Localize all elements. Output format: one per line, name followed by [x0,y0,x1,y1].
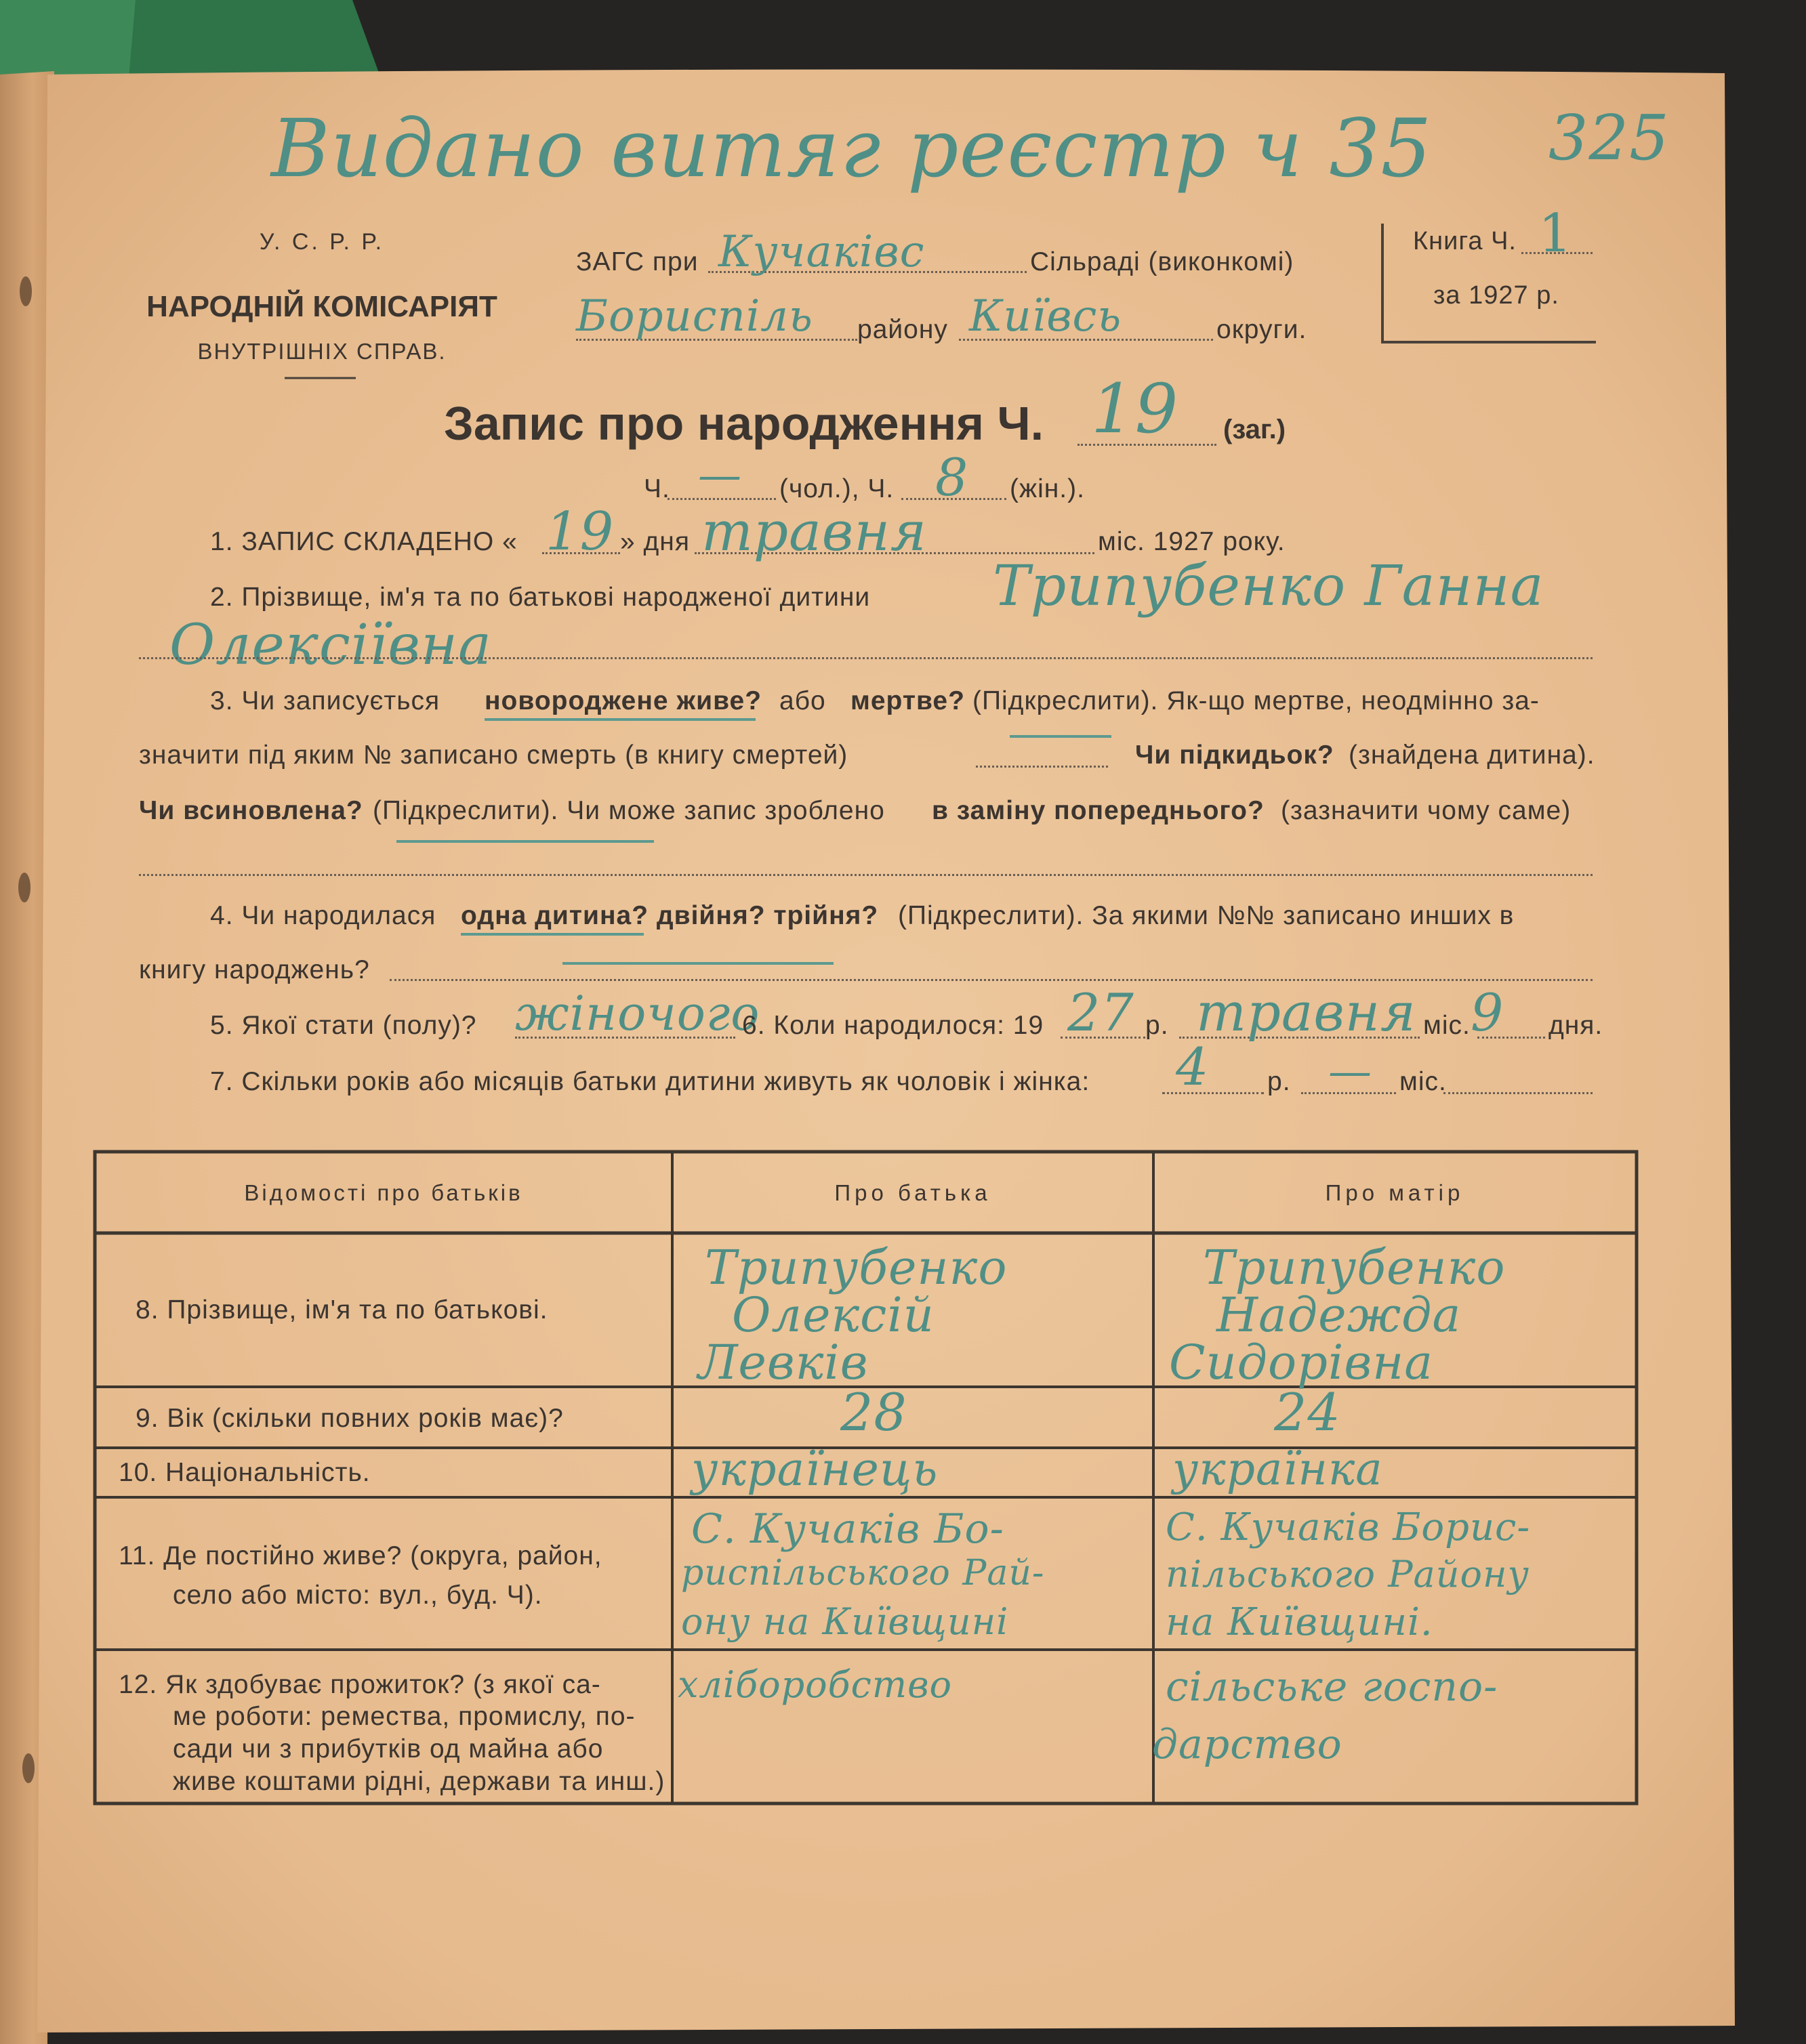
record-month: травня [701,500,927,563]
q6-year-label: р. [1145,1011,1169,1040]
birth-year: 27 [1067,982,1134,1043]
raion-name: Бориспіль [576,291,813,341]
q3-line2-a: значити під яким № записано смерть (в книгу смертей) [139,741,848,770]
q3-line1-e: (Підкреслити). Як-що мертве, неодмінно за- [972,686,1540,715]
internal-affairs-label: ВНУТРІШНІХ СПРАВ. [197,339,447,364]
raion-label: району [857,315,948,344]
page-number: 325 [1548,102,1670,174]
male-prefix: Ч. [644,474,670,503]
total-suffix: (заг.) [1223,415,1286,444]
mother-residence-2: пільського Району [1166,1553,1530,1595]
mother-first-name: Надежда [1216,1287,1462,1343]
birth-day: 9 [1471,982,1504,1043]
q4-line1-c: (Підкреслити). За якими №№ записано инших в [898,901,1515,930]
mother-age: 24 [1274,1382,1341,1442]
q1-day-label: » дня [620,527,690,556]
q3-line3-b: (Підкреслити). Чи може запис зроблено [373,796,885,825]
q4-options: одна дитина? двійня? трійня? [461,901,879,930]
q2-label: 2. Прізвище, ім'я та по батькові народженої дитини [210,583,871,612]
mother-occupation-1: сільське госпо- [1166,1663,1498,1711]
mother-nationality: українка [1172,1443,1383,1495]
col-header-mother: Про матір [1325,1180,1464,1205]
row-11-line1: 11. Де постійно живе? (округа, район, [119,1541,602,1570]
father-residence-3: ону на Київщині [681,1600,1009,1643]
okruha-label: округи. [1216,315,1307,344]
q4-line1-a: 4. Чи народилася [210,901,436,930]
q7-months-label: міс. [1399,1067,1447,1096]
q3-line1-a: 3. Чи записується [210,686,440,715]
row-12-line2: ме роботи: ремества, промислу, по- [173,1702,636,1731]
q6-label: 6. Коли народилося: 19 [742,1011,1044,1040]
q3-line3-d: (зазначити чому саме) [1281,796,1572,825]
commissariat-label: НАРОДНІЙ КОМІСАРІЯТ [146,290,497,323]
father-patronymic: Левків [698,1335,869,1390]
zags-village: Кучаківс [718,227,925,277]
col-header-info: Відомості про батьків [244,1180,523,1205]
q7-label: 7. Скільки років або місяців батьки дитини живуть як чоловік і жінка: [210,1067,1090,1096]
q3-line1-c: або [779,686,826,715]
record-male: — [698,451,742,501]
q3-replacement: в заміну попереднього? [932,796,1265,825]
mother-residence-1: С. Кучаків Борис- [1166,1505,1531,1549]
q3-line2-c: (знайдена дитина). [1349,741,1595,770]
father-residence-1: С. Кучаків Бо- [691,1505,1004,1553]
father-occupation: хліборобство [678,1663,953,1706]
child-name-line2: Олексіївна [169,613,492,677]
record-total: 19 [1091,369,1179,449]
row-9-label: 9. Вік (скільки повних років має)? [136,1404,564,1433]
q3-foundling: Чи підкидьок? [1135,741,1334,770]
q3-live-born: новороджене живе? [485,686,762,715]
zags-prefix: ЗАГС при [576,247,699,276]
mother-surname: Трипубенко [1203,1240,1506,1295]
child-sex: жіночого [515,986,760,1041]
q6-month-label: міс. [1423,1011,1471,1040]
ussr-label: У. С. Р. Р. [259,229,385,255]
father-surname: Трипубенко [705,1240,1008,1295]
record-title: Запис про народження Ч. [444,397,1044,450]
married-years: 4 [1176,1037,1210,1097]
row-8-label: 8. Прізвище, ім'я та по батькові. [136,1295,548,1325]
q1-month-label: міс. 1927 року. [1098,527,1286,556]
female-suffix: (жін.). [1010,474,1085,503]
married-months: — [1328,1047,1372,1097]
father-residence-2: риспільського Рай- [681,1553,1045,1593]
row-11-line2: село або місто: вул., буд. Ч). [173,1581,543,1610]
q3-adopted: Чи всиновлена? [139,796,363,825]
book-year: за 1927 р. [1433,281,1559,310]
book-label: Книга Ч. [1413,227,1517,255]
book-number: 1 [1538,203,1573,264]
q7-years-label: р. [1267,1067,1291,1096]
row-12-line1: 12. Як здобуває прожиток? (з якої са- [119,1670,601,1699]
col-header-father: Про батька [834,1180,991,1205]
father-first-name: Олексій [732,1287,935,1343]
okruha-name: Київсь [969,291,1122,341]
father-nationality: українець [691,1443,939,1497]
q6-day-label: дня. [1548,1011,1603,1040]
mother-patronymic: Сидорівна [1169,1335,1433,1390]
male-suffix: (чол.), Ч. [779,474,895,503]
row-12-line3: сади чи з прибутків од майна або [173,1734,604,1764]
mother-residence-3: на Київщині. [1166,1600,1433,1644]
row-10-label: 10. Національність. [119,1458,371,1487]
father-age: 28 [840,1382,907,1442]
q5-label: 5. Якої стати (полу)? [210,1011,477,1040]
q3-stillborn: мертве? [850,686,965,715]
child-name-line1: Трипубенко Ганна [993,554,1544,619]
record-day: 19 [546,501,615,562]
row-12-line4: живе коштами рідні, держави та инш.) [173,1767,665,1796]
q4-line2: книгу народжень? [139,955,370,984]
birth-month: травня [1196,982,1416,1043]
zags-suffix: Сільраді (виконкомі) [1030,247,1294,276]
q1-label: 1. ЗАПИС СКЛАДЕНО « [210,527,518,556]
top-handwritten-note: Видано витяг реєстр ч 35 [271,102,1433,195]
record-female: 8 [935,447,969,507]
mother-occupation-2: дарство [1152,1721,1342,1768]
